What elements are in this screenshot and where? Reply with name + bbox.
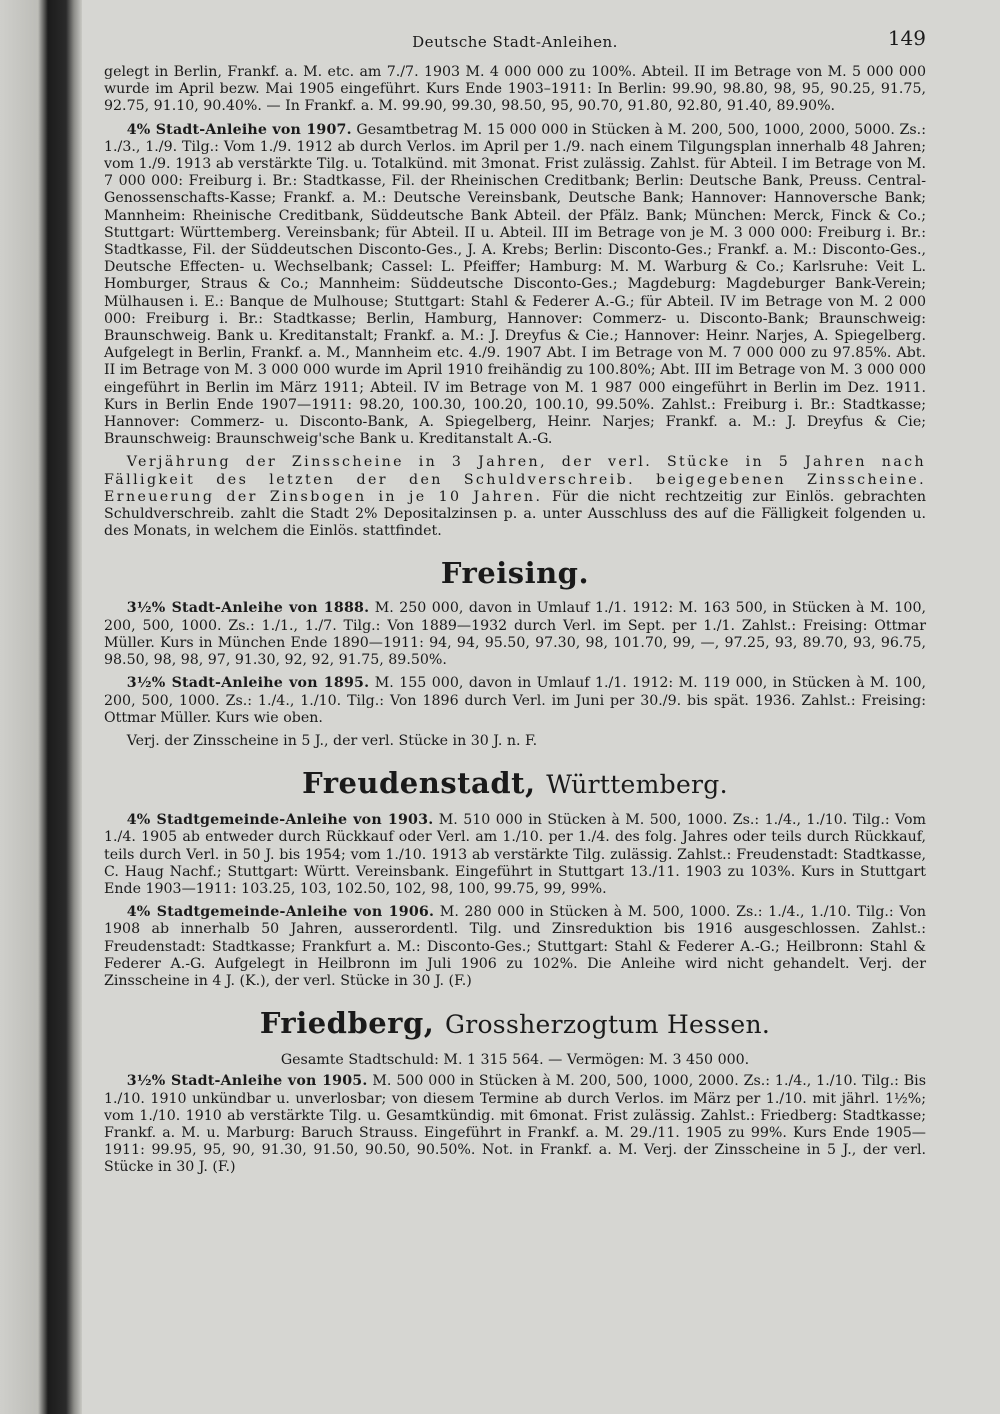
- running-head: [104, 26, 926, 56]
- freising-bond-1888-title: 3½% Stadt-Anleihe von 1888.: [126, 600, 370, 617]
- running-title: Deutsche Stadt-Anleihen.: [412, 33, 618, 51]
- limitation-spaced-text: Verjährung der Zinsscheine in 3 Jahren, der verl. Stücke in 5 Jahren nach Fälligkeit des letzten der den Schuldverschreib. beigegebenen Zinsscheine. Erneuerung der Zinsbogen in je 10 Jahren.: [104, 454, 926, 505]
- limitation-text: Für die nicht rechtzeitig zur Einlös. gebrachten Schuldverschreib. zahlt die Stadt 2% Depositalzinsen p. a. unter Ausschluss des auf die Fälligkeit folgenden u. des Monats, in welchem die Einlös. stattfindet.: [104, 488, 927, 540]
- book-spine-shadow: [0, 0, 82, 1414]
- heading-friedberg-region: Grossherzogtum Hessen.: [444, 1010, 771, 1040]
- page-number: 149: [887, 26, 926, 50]
- friedberg-bond-1905-text: M. 500 000 in Stücken à M. 200, 500, 1000, 2000. Zs.: 1./4., 1./10. Tilg.: Bis 1./10. 1910 unkündbar u. unverlosbar; von diesem Termine ab durch Verlos. im März per 1./10. mit jährl. 1½%; vom 1./10. 1910 ab verstärkte Tilg. u. Gesamtkündig. mit 6monat. Frist zulässig. Zahlst.: Friedberg: Stadtkasse; Frankf. a. M. u. Marburg: Baruch Strauss. Eingeführt in Frankf. a. M. 29./11. 1905 zu 99%. Kurs Ende 1905—1911: 99.95, 95, 90, 91.30, 91.50, 90.50, 90.50%. Not. in Frankf. a. M. Verj. der Zinsscheine in 5 J., der verl. Stücke in 30 J. (F.): [104, 1073, 926, 1176]
- bond-1907-text: Gesamtbetrag M. 15 000 000 in Stücken à M. 200, 500, 1000, 2000, 5000. Zs.: 1./3., 1./9. Tilg.: Vom 1./9. 1912 ab durch Verlos. im April per 1./9. nach einem Tilgungsplan innerhalb 48 Jahren; vom 1./9. 1913 ab verstärkte Tilg. u. Totalkünd. mit 3monat. Frist zulässig. Zahlst. für Abteil. I im Betrage von M. 7 000 000: Freiburg i. Br.: Stadtkasse, Fil. der Rheinischen Creditbank; Berlin: Deutsche Bank, Preuss. Central-Genossenschafts-Kasse; Frankf. a. M.: Deutsche Vereinsbank, Deutsche Bank; Hannover: Hannoversche Bank; Mannheim: Rheinische Creditbank, Süddeutsche Bank Abteil. der Pfälz. Bank; München: Merck, Finck & Co.; Stuttgart: Württemberg. Vereinsbank; für Abteil. II u. Abteil. III im Betrage von je M. 3 000 000: Freiburg i. Br.: Stadtkasse, Fil. der Süddeutschen Disconto-Ges., J. A. Krebs; Berlin: Disconto-Ges.; Frankf. a. M.: Disconto-Ges., Deutsche Effecten- u. Wechselbank; Cassel: L. Pfeiffer; Hamburg: M. M. Warburg & Co.; Karlsruhe: Veit L. Homburger, Straus & Co.; Mannheim: Süddeutsche Disconto-Ges.; Magdeburg: Magdeburger Bank-Verein; Mülhausen i. E.: Banque de Mulhouse; Stuttgart: Stahl & Federer A.-G.; für Abteil. IV im Betrage von M. 2 000 000: Freiburg i. Br.: Stadtkasse; Berlin, Hamburg, Hannover: Commerz- u. Disconto-Bank; Braunschweig: Braunschweig. Bank u. Kreditanstalt; Frankf. a. M.: J. Dreyfus & Cie.; Hannover: Heinr. Narjes, A. Spiegelberg. Aufgelegt in Berlin, Frankf. a. M., Mannheim etc. 4./9. 1907 Abt. I im Betrage von M. 7 000 000 zu 97.85%. Abt. II im Betrage von M. 3 000 000 wurde im April 1910 freihändig zu 100.80%; Abt. III im Betrage von M. 3 000 000 eingeführt in Berlin im März 1911; Abteil. IV im Betrage von M. 1 987 000 eingeführt in Berlin im Dez. 1911. Kurs in Berlin Ende 1907—1911: 98.20, 100.30, 100.20, 100.10, 99.50%. Zahlst.: Freiburg i. Br.: Stadtkasse; Hannover: Commerz- u. Disconto-Bank, A. Spiegelberg, Heinr. Narjes; Frankf. a. M.: J. Dreyfus & Cie; Braunschweig: Braunschweig'sche Bank u. Kreditanstalt A.-G.: [104, 121, 926, 448]
- freudenstadt-bond-1903: [104, 812, 926, 898]
- freudenstadt-bond-1906: [104, 904, 926, 990]
- freising-bond-1895-title: 3½% Stadt-Anleihe von 1895.: [126, 675, 370, 692]
- freudenstadt-bond-1906-text: M. 280 000 in Stücken à M. 500, 1000. Zs.: 1./4., 1./10. Tilg.: Von 1908 ab innerhalb 50 Jahren, ausserordentl. Tilg. und Zinsreduktion bis 1916 ausgeschlossen. Zahlst.: Freudenstadt: Stadtkasse; Frankfurt a. M.: Disconto-Ges.; Stuttgart: Stahl & Federer A.-G.; Heilbronn: Stahl & Federer A.-G. Aufgelegt in Heilbronn im Juli 1906 zu 102%. Die Anleihe wird nicht gehandelt. Verj. der Zinsscheine in 4 J. (K.), der verl. Stücke in 30 J. (F.): [104, 904, 926, 989]
- bond-1907-limitation: [104, 454, 926, 540]
- friedberg-debt-summary: Gesamte Stadtschuld: M. 1 315 564. — Vermögen: M. 3 450 000.: [280, 1052, 750, 1069]
- intro-paragraph: gelegt in Berlin, Frankf. a. M. etc. am 7./7. 1903 M. 4 000 000 zu 100%. Abteil. II im Betrage von M. 5 000 000 wurde im April bezw. Mai 1905 eingeführt. Kurs Ende 1903–1911: In Berlin: 99.90, 98.80, 98, 95, 90.25, 91.75, 92.75, 91.10, 90.40%. — In Frankf. a. M. 99.90, 99.30, 98.50, 95, 90.70, 91.80, 92.80, 91.40, 89.90%.: [104, 64, 926, 115]
- friedberg-bond-1905: [104, 1073, 926, 1176]
- page: [104, 26, 927, 1400]
- heading-freising: Freising.: [440, 556, 590, 591]
- friedberg-bond-1905-title: 3½% Stadt-Anleihe von 1905.: [126, 1073, 368, 1090]
- heading-freudenstadt-region: Württemberg.: [546, 770, 728, 800]
- freising-limitation: Verj. der Zinsscheine in 5 J., der verl. Stücke in 30 J. n. F.: [126, 732, 538, 749]
- freudenstadt-bond-1903-text: M. 510 000 in Stücken à M. 500, 1000. Zs.: 1./4., 1./10. Tilg.: Vom 1./4. 1905 ab entweder durch Rückkauf oder Verl. am 1./10. per 1./4. des folg. Jahres oder teils durch Rückkauf, teils durch Verl. in 50 J. bis 1954; vom 1./10. 1913 ab verstärkte Tilg. zulässig. Zahlst.: Freudenstadt: Stadtkasse, C. Haug Nachf.; Stuttgart: Württ. Vereinsbank. Eingeführt in Stuttgart 13./11. 1903 zu 103%. Kurs in Stuttgart Ende 1903—1911: 103.25, 103, 102.50, 102, 98, 100, 99.75, 99, 99%.: [104, 812, 926, 897]
- heading-friedberg-city: Friedberg,: [259, 1006, 435, 1041]
- heading-freudenstadt-city: Freudenstadt,: [302, 766, 536, 801]
- freising-bond-1888-text: M. 250 000, davon in Umlauf 1./1. 1912: M. 163 500, in Stücken à M. 100, 200, 500, 1000. Zs.: 1./1., 1./7. Tilg.: Von 1889—1932 durch Verl. im Sept. per 1./1. Zahlst.: Freising: Ottmar Müller. Kurs in München Ende 1890—1911: 94, 94, 95.50, 97.30, 98, 101.70, 99, —, 97.25, 93, 89.70, 93, 96.75, 98.50, 98, 98, 97, 91.30, 92, 92, 91.75, 89.50%.: [104, 600, 926, 669]
- heading-freudenstadt: [104, 766, 926, 802]
- heading-friedberg: [104, 1006, 926, 1042]
- bond-1907-paragraph: [104, 122, 926, 449]
- freising-bond-1895: [104, 675, 926, 727]
- freudenstadt-bond-1903-title: 4% Stadtgemeinde-Anleihe von 1903.: [126, 812, 434, 829]
- freudenstadt-bond-1906-title: 4% Stadtgemeinde-Anleihe von 1906.: [126, 904, 435, 921]
- bond-1907-title: 4% Stadt-Anleihe von 1907.: [126, 121, 352, 138]
- freising-bond-1888: [104, 600, 926, 669]
- freising-bond-1895-text: M. 155 000, davon in Umlauf 1./1. 1912: M. 119 000, in Stücken à M. 100, 200, 500, 1000. Zs.: 1./4., 1./10. Tilg.: Von 1896 durch Verl. im Juni per 30./9. bis spät. 1936. Zahlst.: Freising: Ottmar Müller. Kurs wie oben.: [104, 675, 926, 726]
